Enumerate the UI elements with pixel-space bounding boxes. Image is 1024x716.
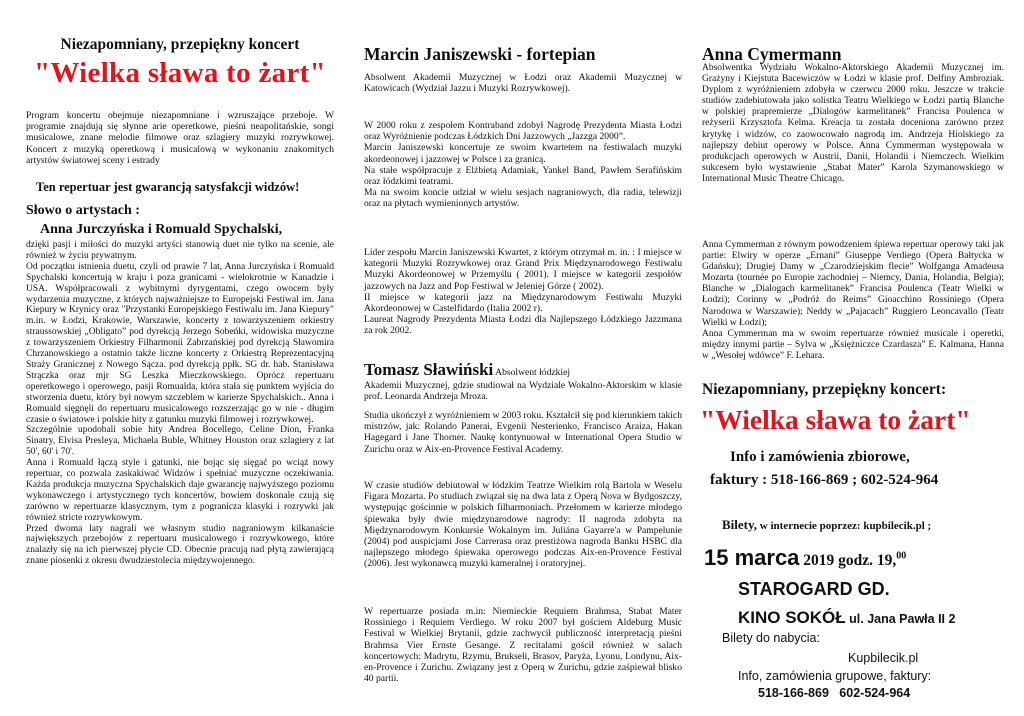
venue-line — [738, 608, 955, 628]
pianist-heading: Marcin Janiszewski - fortepian — [364, 44, 596, 64]
baritone-intro-inline: Absolwent łódzkiej — [493, 367, 571, 378]
baritone-bio-1: Studia ukończył z wyróżnieniem w 2003 roku. Kształcił się pod kierunkiem takich mistrzów, jak: Rolando Panerai, Evgenii Nesterienko, Francisco Araiza, Hakan Hagegard i Jane Thorner. Naukę kontynuował w International Opera Studio w Zurichu oraz w Aix-en-Provence Festival Academy. — [364, 410, 682, 455]
date-rest: 2019 godz. 19, — [799, 552, 897, 569]
pianist-bio-2: W 2000 roku z zespołem Kontraband zdobył Nagrodę Prezydenta Miasta Łodzi oraz Wyróżnienie podczas Łódzkich Dni Jazzowych „Jazzga 2000”. Marcin Janiszewski koncertuje ze swoim kwartetem na festiwalach muzyki akordeonowej i jazzowej w Polsce i za granicą. Na stałe współpracuje z Elżbietą Adamiak, Yankel Band, Pawłem Serafińskim oraz łódzkimi teatrami. Ma na swoim koncie udział w wielu sesjach nagraniowych, dla radia, telewizji oraz na płytach wymienionych artystów. — [364, 120, 682, 210]
date-day: 15 marca — [704, 545, 800, 570]
soprano-bio-1: Absolwentka Wydziału Wokalno-Aktorskiego Akademii Muzycznej im. Grażyny i Kiejstuta Bacewiczów w Łodzi w klasie prof. Delfiny Ambroziak. Dyplom z wyróżnieniem zdobyła w czerwcu 2000 roku. Jeszcze w trakcie studiów zadebiutowała jako solistka Teatru Wielkiego w Łodzi partią Blanche w polskiej prapremierze „Dialogów karmelitanek” Francisa Poulenca w reżyserii Krzysztofa Kelma. Kreacja ta została doceniona zarówno przez krytykę i widzów, co zaowocowało nagrodą im. Andrzeja Hiolskiego za najlepszy debiut operowy w Polsce. Anna Cymmerman występowała w produkcjach operowych w Austrii, Danii, Holandii i Niemczech. Wielkim sukcesem było wystawienie „Stabat Mater” Karola Szymanowskiego w International Music Theatre Chicago. — [702, 63, 1004, 184]
concert-title: "Wielka sława to żart" — [34, 57, 326, 89]
date-minutes: 00 — [896, 550, 907, 562]
venue-street: ul. Jana Pawła II 2 — [845, 612, 956, 626]
buy-label: Bilety do nabycia: — [722, 631, 820, 645]
tickets-line — [722, 514, 931, 533]
tickets-online: w internecie poprzez: kupbilecik.pl ; — [757, 520, 932, 532]
pianist-bio-3: Lider zespołu Marcin Janiszewski Kwartet, z którym otrzymał m. in. : I miejsce w kategorii Muzyki Rozrywkowej oraz Grand Prix Międzynarodowego Festiwalu Muzyki Akordeonowej w Przemyślu ( 2001). I miejsce w kategorii zespołów jazzowych na Jazz and Pop Festiwal w Jeleniej Górze ( 2002). II miejsce w kategorii jazz na Międzynarodowym Festiwalu Muzyki Akordeonowej w Castelfidardo (Italia 2002 r). Laureat Nagrody Prezydenta Miasta Łodzi dla Najlepszego Łódzkiego Jazzmana za rok 2002. — [364, 247, 682, 337]
group-info: Info, zamówienia grupowe, faktury: — [738, 669, 932, 683]
venue-name: KINO SOKÓŁ — [738, 608, 846, 627]
baritone-bio-3: W repertuarze posiada m.in: Niemieckie Requiem Brahmsa, Stabat Mater Rossiniego i Requiem Verdiego. W roku 2007 był gościem Aldeburg Music Festival w Wielkiej Brytanii, gdzie zachwycił publiczność interpretacją pieśni Brahmsa Vier Ernste Gesange. Z recitalami gościł również w salach koncertowych: Madrytu, Rzymu, Brukseli, Brasov, Paryża, Lyonu, Londynu, Aix-en-Provence i Zurichu. Związany jest z Operą w Zurichu, gdzie zaśpiewał blisko 40 partii. — [364, 606, 682, 685]
intro-title-right: Niezapomniany, przepiękny koncert: — [702, 381, 947, 398]
city: STAROGARD GD. — [738, 579, 890, 599]
buy-site[interactable]: Kupbilecik.pl — [848, 651, 919, 665]
artists-heading: Słowo o artystach : — [26, 203, 140, 218]
info-line-2: faktury : 518-166-869 ; 602-524-964 — [710, 472, 939, 488]
pianist-bio-1: Absolwent Akademii Muzycznej w Łodzi oraz Akademii Muzycznej w Katowicach (Wydział Jazzu i Muzyki Rozrywkowej). — [364, 72, 682, 95]
tickets-label: Bilety, — [722, 517, 758, 532]
baritone-intro: Akademii Muzycznej, gdzie studiował na Wydziale Wokalno-Aktorskim w klasie prof. Leonarda Andrzeja Mroza. — [364, 380, 682, 403]
soprano-bio-2: Anna Cymmerman z równym powodzeniem śpiewa repertuar operowy taki jak partie: Elwiry w operze „Ernani” Giuseppe Verdiego (Opera Bałtycka w Gdańsku); Drugiej Damy w „Czarodziejskim flecie” Wolfganga Amadeusa Mozarta (tournée po Europie zachodniej – Niemcy, Dania, Holandia, Belgia); Blanche w „Dialogach karmelitanek” Francisa Poulenca (Teatr Wielki w Łodzi); Corinny w „Podróż do Reims” Gioacchino Rossiniego (Opera Narodowa w Warszawie); Neddy w „Pajacach” Ruggiero Leoncavallo (Teatr Wielki w Łodzi); Anna Cymmerman ma w swoim repertuarze również musicale i operetki, między innymi partie – Sylva w „Księżniczce Czardasza” E. Kalmana, Hanna w „Wesołej wdówce” F. Lehara. — [702, 240, 1004, 361]
phones: 518-166-869 602-524-964 — [758, 686, 911, 700]
date-line — [704, 545, 906, 571]
guarantee-text: Ten repertuar jest gwarancją satysfakcji widzów! — [36, 180, 300, 194]
baritone-heading: Tomasz Sławiński — [364, 360, 494, 379]
program-text: Program koncertu obejmuje niezapomniane i wzruszające przeboje. W programie znajdują się słynne arie operetkowe, pieśni neapolitańskie, songi musicalowe, znane melodie filmowe oraz szlagiery muzyki rozrywkowej. Koncert z muzyką operetkową i musicalową w wykonaniu znakomitych artystów światowej sceny i estrady — [26, 110, 334, 166]
duo-text: dzięki pasji i miłości do muzyki artyści stanowią duet nie tylko na scenie, ale również w życiu prywatnym. Od początku istnienia duetu, czyli od prawie 7 lat, Anna Jurczyńska i Romuald Spychalski koncertują w kraju i poza granicami - wielokrotnie w Kanadzie i USA. Współpracowali z wybitnymi dyrygentami, czego owocem były wydarzenia muzyczne, z których najważniejsze to Europejski Festiwal im. Jana Kiepury w Krynicy oraz "Przystanki Europejskiego Festiwalu im. Jana Kiepury" m.in. w Łodzi, Krakowie, Warszawie, koncerty z towarzyszeniem orkiestry straussowskiej „Obligato” pod dyrekcją Jerzego Sobeńki, widowiska muzyczne z towarzyszeniem Orkiestry Filharmonii Zabrzańskiej pod dyrekcją Sławomira Chrzanowskiego a ostatnio także liczne koncerty z Orkiestrą Reprezentacyjną Straży Granicznej z Nowego Sącza. pod dyrekcją ppłk. SG dr. hab. Stanisława Strączka oraz mjr SG Leszka Mieczkowskiego. Oprócz repertuaru operetkowego i operowego, pasji Romualda, która stała się punktem wyjścia do stworzenia duetu, który był nowym szczeblem w karierze Spychalskich.. Anna i Romuald sięgnęli do repertuaru musicalowego rozszerzając go w nie - długim czasie o światowe i polskie hity z gatunku muzyki filmowej i rozrywkowej. Szczególnie upodobali sobie hity Andrea Bocellego, Celine Dion, Franka Sinatry, Elvisa Presleya, Michaela Buble, Whitney Houston oraz szlagiery z lat 50', 60' i 70'. Anna i Romuald łączą style i gatunki, nie bojąc się sięgać po wciąż nowy repertuar, co pozwala zaskakiwać Widzów i spełniać muzyczne oczekiwania. Każda produkcja muzyczna Spychalskich daje gwarancję najwyższego poziomu wykonawczego i artystycznego tych koncertów, bowiem doskonale czują się zarówno w repertuarze klasycznym, tym z pogranicza klasyki i rozrywki jak również stricte rozrywkowym. Przed dwoma laty nagrali we własnym studio nagraniowym kilkanaście największych przebojów z repertuaru musicalowego i rozrywkowego, które znalazły się na ich pierwszej płycie CD. Obecnie pracują nad płytą zawierającą znane piosenki z okresu dwudziestolecia międzywojennego. — [26, 240, 334, 567]
baritone-bio-2: W czasie studiów debiutował w łódzkim Teatrze Wielkim rolą Bartola w Weselu Figara Mozarta. Po studiach związał się na dwa lata z Operą Nova w Bydgoszczy, występując gościnnie w polskich filharmoniach. Przełomem w karierze młodego śpiewaka były dwie międzynarodowe nagrody: II nagroda zdobyta na Międzynarodowym Konkursie Wokalnym im. Juliána Gayarre'a w Pampelunie (2004) pod auspicjami Jose Carrerasa oraz prestiżowa nagroda Banku HSBC dla najlepszego młodego śpiewaka operowego podczas Aix-en-Provence Festival (2006). Jest wykonawcą muzyki kameralnej i oratoryjnej. — [364, 480, 682, 570]
baritone-heading-line — [364, 360, 682, 380]
info-line-1: Info i zamówienia zbiorowe, — [730, 449, 910, 465]
soprano-heading: Anna Cymermann — [702, 44, 842, 64]
duo-heading: Anna Jurczyńska i Romuald Spychalski, — [40, 222, 283, 237]
concert-title-right: "Wielka sława to żart" — [700, 404, 971, 435]
intro-title: Niezapomniany, przepiękny koncert — [60, 36, 300, 53]
